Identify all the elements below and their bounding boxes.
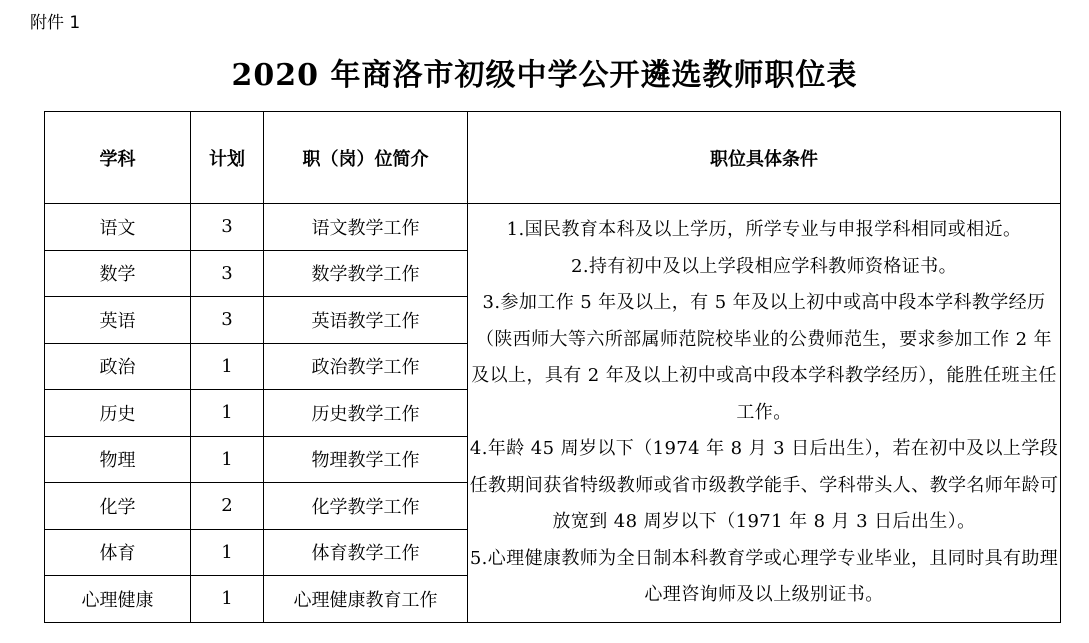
header-subject: 学科 [45, 112, 191, 204]
header-plan: 计划 [191, 112, 264, 204]
cell-subject: 体育 [45, 529, 191, 576]
positions-table [44, 111, 1061, 623]
condition-item: 1.国民教育本科及以上学历，所学专业与申报学科相同或相近。 [506, 219, 1022, 240]
cell-position: 物理教学工作 [264, 436, 468, 483]
cell-plan: 3 [191, 250, 264, 297]
document-title: 2020 年商洛市初级中学公开遴选教师职位表 [231, 58, 858, 93]
cell-subject: 英语 [45, 297, 191, 344]
cell-plan: 1 [191, 390, 264, 437]
cell-conditions [468, 204, 1061, 623]
cell-position: 数学教学工作 [264, 250, 468, 297]
cell-position: 化学教学工作 [264, 483, 468, 530]
cell-plan: 1 [191, 529, 264, 576]
cell-plan: 2 [191, 483, 264, 530]
cell-subject: 政治 [45, 343, 191, 390]
table-header-row [45, 112, 1061, 204]
cell-subject: 语文 [45, 204, 191, 251]
cell-position: 英语教学工作 [264, 297, 468, 344]
cell-subject: 数学 [45, 250, 191, 297]
table-row [45, 204, 1061, 251]
cell-position: 政治教学工作 [264, 343, 468, 390]
attachment-label: 附件 1 [30, 13, 81, 33]
cell-subject: 历史 [45, 390, 191, 437]
cell-position: 心理健康教育工作 [264, 576, 468, 623]
cell-subject: 物理 [45, 436, 191, 483]
cell-plan: 1 [191, 343, 264, 390]
condition-item: 3.参加工作 5 年及以上，有 5 年及以上初中或高中段本学科教学经历（陕西师大等六所部属师范院校毕业的公费师范生，要求参加工作 2 年及以上，具有 2 年及以上初中或高中段本学科教学经历），能胜任班主任工作。 [471, 292, 1057, 423]
cell-position: 语文教学工作 [264, 204, 468, 251]
cell-plan: 1 [191, 576, 264, 623]
cell-subject: 化学 [45, 483, 191, 530]
cell-plan: 1 [191, 436, 264, 483]
cell-plan: 3 [191, 297, 264, 344]
condition-item: 4.年龄 45 周岁以下（1974 年 8 月 3 日后出生），若在初中及以上学段任教期间获省特级教师或省市级教学能手、学科带头人、教学名师年龄可放宽到 48 周岁以下（1971 年 8 月 3 日后出生）。 [469, 438, 1059, 532]
header-conditions: 职位具体条件 [468, 112, 1061, 204]
header-position: 职（岗）位简介 [264, 112, 468, 204]
cell-subject: 心理健康 [45, 576, 191, 623]
condition-item: 5.心理健康教师为全日制本科教育学或心理学专业毕业，且同时具有助理心理咨询师及以上级别证书。 [469, 547, 1059, 605]
condition-item: 2.持有初中及以上学段相应学科教师资格证书。 [571, 255, 957, 277]
cell-position: 体育教学工作 [264, 529, 468, 576]
cell-position: 历史教学工作 [264, 390, 468, 437]
cell-plan: 3 [191, 204, 264, 251]
